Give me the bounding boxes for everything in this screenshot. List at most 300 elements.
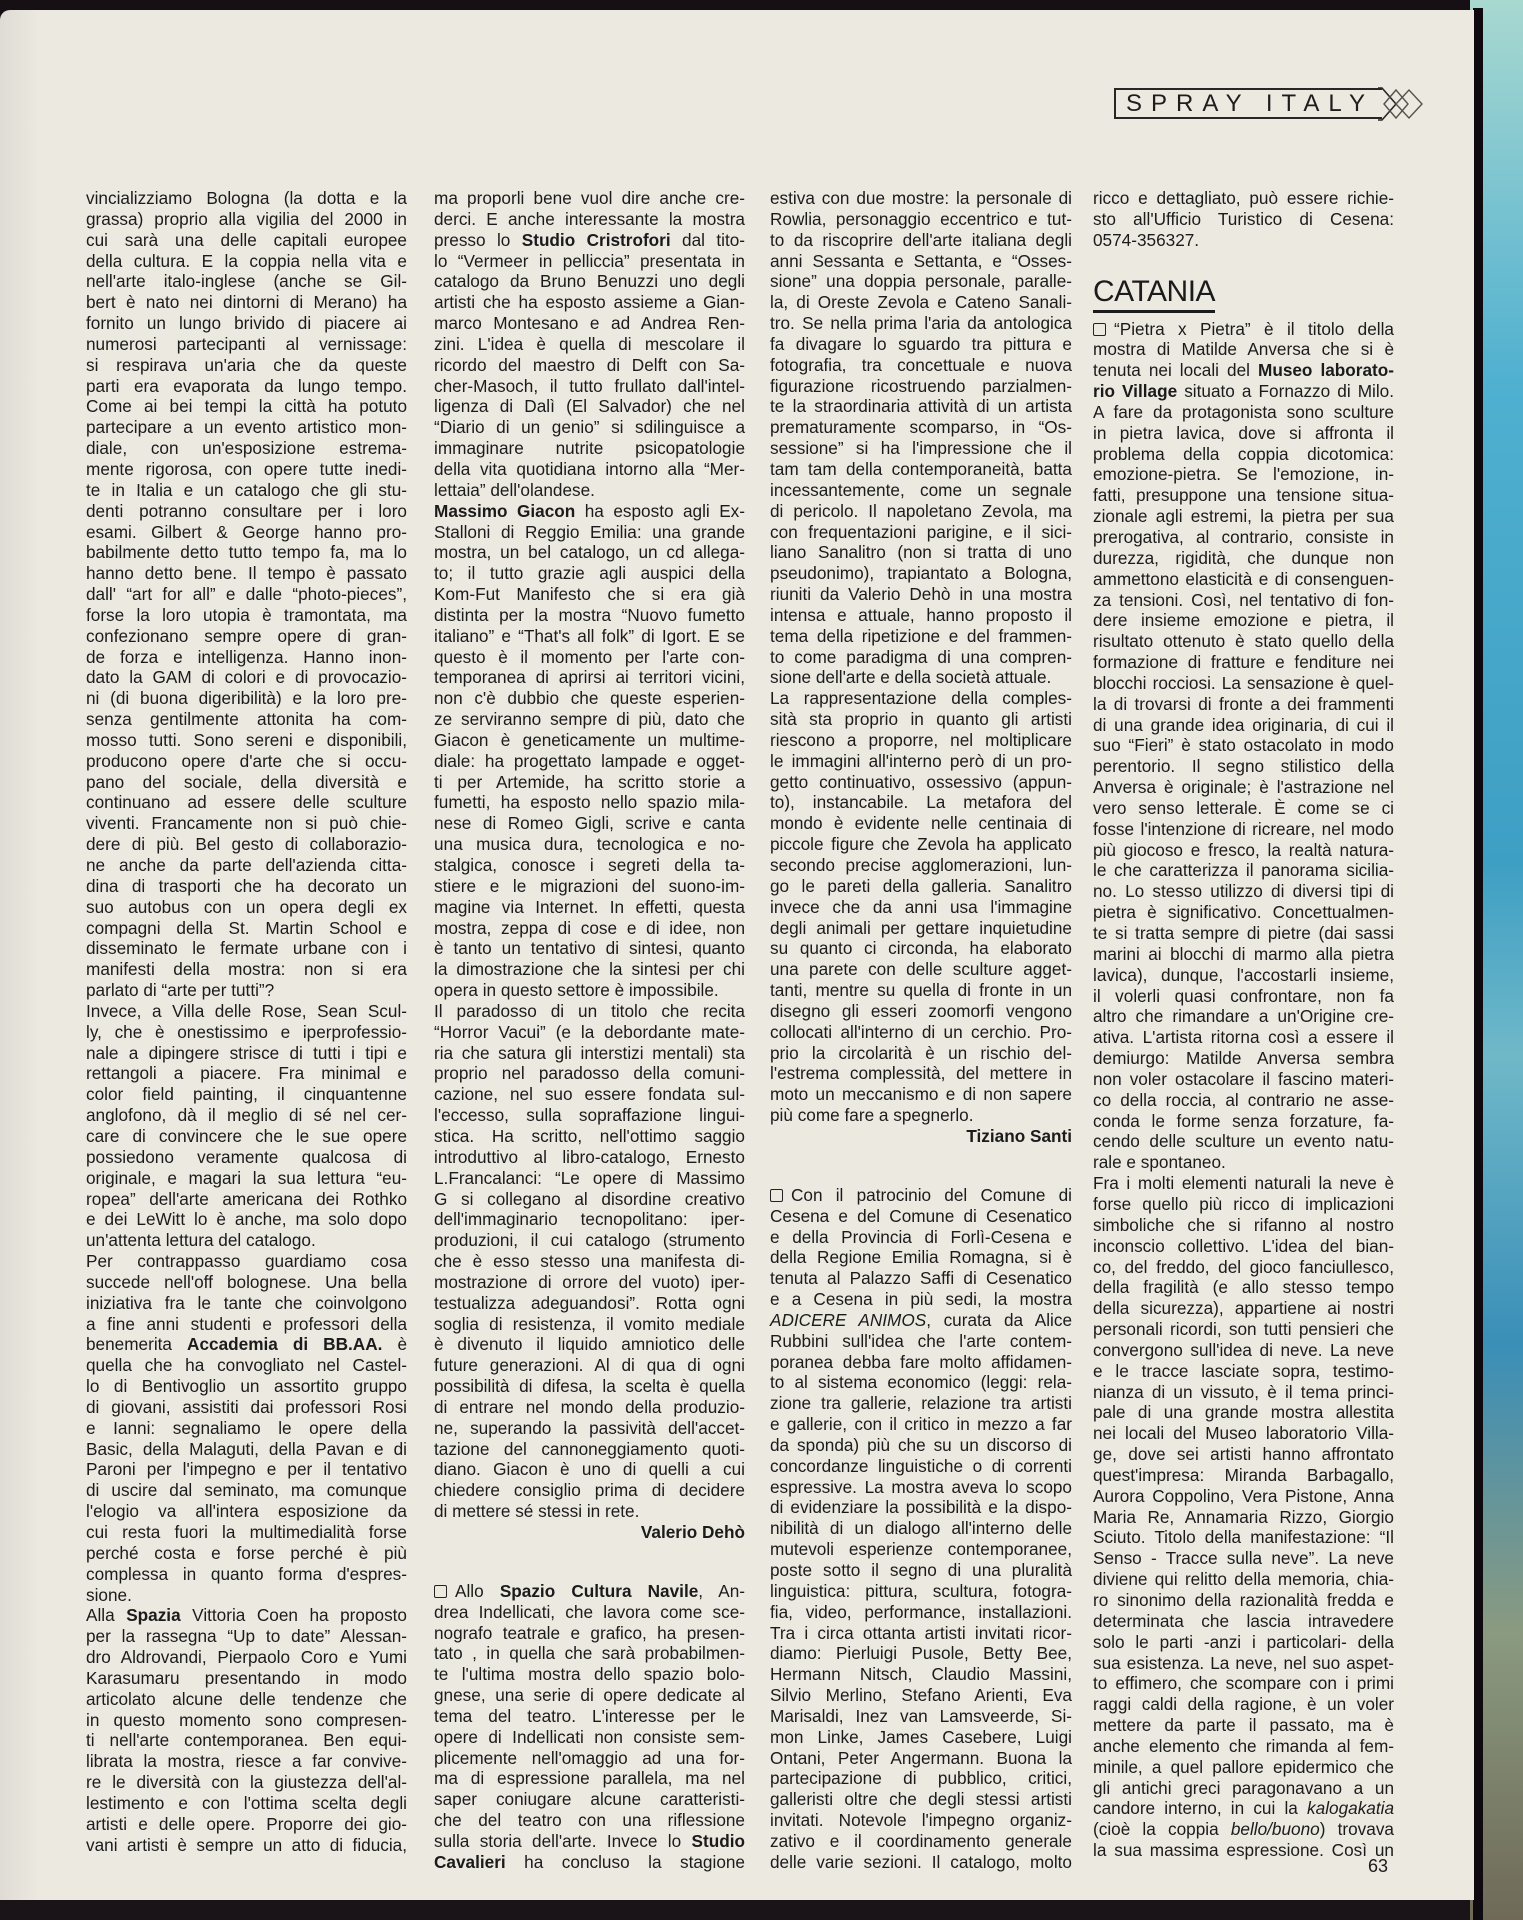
text-run: mon Linke, James Casebere, Luigi	[770, 1726, 1072, 1747]
text-run: ti per Artemide, ha scritto storie a	[434, 771, 745, 792]
text-run: demiurgo: Matilde Anversa sembra	[1093, 1048, 1394, 1069]
text-run: lo “Vermeer in pelliccia” presentata in	[434, 250, 745, 271]
text-run: che è esso stesso una manifesta di-	[434, 1251, 745, 1272]
text-run: tenuta nei locali del	[1093, 360, 1258, 381]
text-line	[1093, 1048, 1394, 1069]
text-run: compagni della St. Martin School e	[86, 917, 407, 938]
text-run: possibilità di difesa, la scelta è quella	[434, 1376, 745, 1397]
text-line	[770, 1810, 1072, 1831]
text-line	[86, 1793, 407, 1814]
text-line	[86, 1585, 407, 1606]
text-line	[770, 1602, 1072, 1623]
text-run: della vita quotidiana intorno alla “Mer-	[434, 458, 745, 479]
text-run: mente rigorosa, con opere tutte inedi-	[86, 458, 407, 479]
text-line	[86, 1376, 407, 1397]
text-run: vani artisti è sempre un atto di fiducia,	[86, 1834, 407, 1855]
text-line	[770, 251, 1072, 272]
text-line	[434, 1623, 745, 1644]
text-line	[434, 1376, 745, 1397]
text-run: poranea debba fare molto affidamen-	[770, 1351, 1072, 1372]
text-run: mutevoli esperienze contemporanee,	[770, 1539, 1072, 1560]
text-line	[770, 1852, 1072, 1873]
text-run: pseudonimo), trapiantato a Bologna,	[770, 563, 1072, 584]
article-item	[434, 1581, 745, 1873]
text-run: galleristi oltre che degli stessi artisti	[770, 1789, 1072, 1810]
text-line	[1093, 1548, 1394, 1569]
text-run: figurazione ricostruendo parzialmen-	[770, 375, 1072, 396]
text-run: con frequentazioni parigine, e il sici-	[770, 521, 1072, 542]
text-run: e dei LeWitt lo è anche, ma solo dopo	[86, 1209, 407, 1230]
text-run: chiedere consiglio prima di decidere	[434, 1480, 745, 1501]
text-run: ly, che è onestissimo e iperprofessio-	[86, 1021, 407, 1042]
text-line	[86, 251, 407, 272]
text-run: emozione-pietra. Se l'emozione, in-	[1093, 464, 1394, 485]
article-paragraph	[86, 1605, 407, 1855]
text-line	[1093, 673, 1394, 694]
text-line	[770, 1247, 1072, 1268]
text-run: diamo: Pierluigi Pusole, Betty Bee,	[770, 1643, 1072, 1664]
text-run: co della roccia, al contrario ne asse-	[1093, 1089, 1394, 1110]
text-run: to), instancabile. La metafora del	[770, 792, 1072, 813]
text-line	[86, 1022, 407, 1043]
text-run: diviene qui relitto della memoria, chia-	[1093, 1569, 1394, 1590]
text-line	[770, 834, 1072, 855]
text-line	[434, 438, 745, 459]
text-run: a fine anni studenti e professori della	[86, 1313, 407, 1334]
article-item	[770, 1185, 1072, 1873]
text-run: linguistica: pittura, scultura, fotogra-	[770, 1580, 1072, 1601]
text-line	[1093, 444, 1394, 465]
text-run: suo autobus con un opera degli ex	[86, 896, 407, 917]
text-line	[770, 563, 1072, 584]
text-line	[1093, 230, 1394, 251]
text-run: ria che satura gli interstizi mentali) sta	[434, 1042, 745, 1063]
text-run: formazione di fratture e fenditure nei	[1093, 652, 1394, 673]
text-run: lo di Bentivoglio un assortito gruppo	[86, 1376, 407, 1397]
text-line	[1093, 1152, 1394, 1173]
text-line	[434, 1147, 745, 1168]
bold-venue-name: Museo laborato-	[1258, 360, 1394, 381]
text-run: fia, video, performance, installazioni.	[770, 1601, 1072, 1622]
text-line	[86, 667, 407, 688]
text-line	[770, 605, 1072, 626]
text-line	[86, 1772, 407, 1793]
text-line	[434, 938, 745, 959]
page-edge-shadow	[1473, 8, 1483, 1920]
section-spacer	[770, 1147, 1072, 1185]
text-run: marco Montesano e ad Andrea Ren-	[434, 313, 745, 334]
text-run: quest'impresa: Miranda Barbagallo,	[1093, 1464, 1394, 1485]
text-run: temporanea di aprirsi ai territori vicini,	[434, 667, 745, 688]
text-run: L.Francalanci: “Le opere di Massimo	[434, 1167, 745, 1188]
text-run: la dimostrazione che la sintesi per chi	[434, 959, 745, 980]
text-run: ricco e dettagliato, può essere richie-	[1093, 188, 1394, 208]
text-line	[434, 230, 745, 251]
text-run: zione tra gallerie, relazione tra artisti	[770, 1393, 1072, 1414]
text-run: collocati all'interno di un cerchio. Pro-	[770, 1021, 1072, 1042]
text-line	[434, 1748, 745, 1769]
text-line	[1093, 1173, 1394, 1194]
text-run: anche elemento che rimanda al fem-	[1093, 1735, 1394, 1756]
text-line	[86, 1626, 407, 1647]
text-line	[86, 938, 407, 959]
text-line	[770, 1560, 1072, 1581]
text-run: parti era evaporata da lungo tempo.	[86, 375, 407, 396]
text-line	[1093, 1215, 1394, 1236]
text-line	[434, 355, 745, 376]
double-diamond-logo-icon	[1378, 86, 1428, 122]
text-line	[770, 1477, 1072, 1498]
text-line	[770, 1435, 1072, 1456]
text-run: le immagini all'interno però di un pro-	[770, 750, 1072, 771]
text-line	[1093, 1465, 1394, 1486]
text-line	[770, 918, 1072, 939]
text-line	[86, 1689, 407, 1710]
text-run: mostra, zeppa di cose e di idee, non	[434, 917, 745, 938]
text-line	[434, 1810, 745, 1831]
text-run: per la rassegna “Up to date” Alessan-	[86, 1626, 407, 1647]
text-run: hanno detto bene. Il tempo è passato	[86, 563, 407, 584]
text-run: Per contrappasso guardiamo cosa	[86, 1251, 407, 1272]
text-run: stica. Ha scritto, nell'ottimo saggio	[434, 1125, 745, 1146]
text-run: drea Indellicati, che lavora come sce-	[434, 1601, 745, 1622]
text-line	[86, 751, 407, 772]
text-run: Ontani, Peter Angermann. Buona la	[770, 1747, 1072, 1768]
text-line	[434, 1105, 745, 1126]
text-line	[1093, 1757, 1394, 1778]
text-run: e a Cesena in più sedi, la mostra	[770, 1289, 1072, 1310]
text-line	[1093, 339, 1394, 360]
text-line	[86, 209, 407, 230]
text-run: Rowlia, personaggio eccentrico e tut-	[770, 208, 1072, 229]
square-bullet-icon	[770, 1189, 783, 1202]
text-line	[86, 1314, 407, 1335]
text-run: da sponda) più che su un discorso di	[770, 1434, 1072, 1455]
text-line	[434, 1439, 745, 1460]
text-line	[434, 667, 745, 688]
text-run: benemerita	[86, 1334, 188, 1355]
text-run: Invece, a Villa delle Rose, Sean Scul-	[86, 1000, 407, 1021]
text-line	[434, 1727, 745, 1748]
text-line	[1093, 1736, 1394, 1757]
text-run: sulla storia dell'arte. Invece lo	[434, 1830, 692, 1851]
article-paragraph	[434, 188, 745, 501]
text-line	[434, 542, 745, 563]
text-run: no. Lo stesso utilizzo di diversi tipi di	[1093, 881, 1394, 902]
text-run: invitati. Notevole l'impegno organiz-	[770, 1810, 1072, 1831]
text-run: nell'arte italo-inglese (anche se Gil-	[86, 271, 407, 292]
text-run: , An-	[698, 1580, 745, 1601]
text-run: ma proporli bene vuol dire anche cre-	[434, 188, 745, 208]
text-line	[434, 1084, 745, 1105]
text-run: Kom-Fut Manifesto che si era già	[434, 584, 745, 605]
text-line	[770, 1001, 1072, 1022]
text-line	[770, 792, 1072, 813]
text-run: zionale agli estremi, la pietra per sua	[1093, 506, 1394, 527]
text-line	[770, 313, 1072, 334]
text-run: tema della ripetizione e del frammen-	[770, 625, 1072, 646]
text-run: to effimero, che scompare con i primi	[1093, 1673, 1394, 1694]
text-run: fornito un lungo brivido di piacere ai	[86, 313, 407, 334]
text-line	[434, 605, 745, 626]
text-line	[86, 1230, 407, 1251]
text-run: tato , in quella che sarà probabilmen-	[434, 1643, 745, 1664]
text-line	[86, 1355, 407, 1376]
text-run: disseminato le fermate urbane con i	[86, 938, 407, 959]
text-run: ropea” dell'arte americana dei Rothko	[86, 1188, 407, 1209]
text-line	[86, 1730, 407, 1751]
text-line	[86, 647, 407, 668]
text-run: il volerli quasi confrontare, non fa	[1093, 985, 1394, 1006]
text-run: e Ianni: segnaliamo le opere della	[86, 1417, 407, 1438]
text-run: problema della coppia dicotomica:	[1093, 443, 1394, 464]
text-line	[1093, 485, 1394, 506]
text-run: ne anche da parte dell'azienda citta-	[86, 855, 407, 875]
text-run: la, di Oreste Zevola e Cateno Sanali-	[770, 292, 1072, 313]
text-run: Giacon è geneticamente un multime-	[434, 729, 745, 750]
text-line	[86, 1543, 407, 1564]
text-run: di entrare nel mondo della produzio-	[434, 1396, 745, 1417]
text-run: plicemente nell'omaggio ad una for-	[434, 1747, 745, 1768]
bold-venue-name: Studio	[691, 1830, 745, 1851]
text-line	[434, 292, 745, 313]
text-line	[434, 959, 745, 980]
text-line	[434, 1459, 745, 1480]
text-line	[1093, 965, 1394, 986]
text-run: “Pietra x Pietra” è il titolo della	[1114, 318, 1394, 339]
text-run: tro. Se nella prima l'aria da antologica	[770, 313, 1072, 334]
text-line	[1093, 1819, 1394, 1840]
text-run: marini ai blocchi di marmo alla pietra	[1093, 943, 1394, 964]
text-line	[434, 1355, 745, 1376]
text-run: invece che da anni usa l'immagine	[770, 896, 1072, 917]
text-run: Cesena e del Comune di Cesenatico	[770, 1205, 1072, 1226]
text-run: e le tracce lasciate sopra, testimo-	[1093, 1360, 1394, 1381]
text-line	[434, 1063, 745, 1084]
text-line	[770, 355, 1072, 376]
author-signature: Valerio Dehò	[640, 1522, 745, 1542]
text-run: cendo delle sculture un evento natu-	[1093, 1131, 1394, 1152]
text-line	[1093, 1111, 1394, 1132]
text-run: Sciuto. Titolo della manifestazione: “Il	[1093, 1527, 1394, 1548]
text-line	[770, 1727, 1072, 1748]
text-run: raggi caldi della ragione, è un voler	[1093, 1694, 1394, 1715]
text-line	[770, 772, 1072, 793]
text-line	[1093, 1507, 1394, 1528]
bold-venue-name: Massimo Giacon	[434, 500, 576, 521]
text-line	[434, 1001, 745, 1022]
text-line	[1093, 1653, 1394, 1674]
text-run: di mettere sé stessi in rete.	[434, 1501, 640, 1522]
text-line	[434, 501, 745, 522]
text-run: testualizza adeguandosi”. Rotta ogni	[434, 1292, 745, 1313]
text-line	[86, 876, 407, 897]
text-run: Basic, della Malaguti, della Pavan e di	[86, 1438, 407, 1459]
text-line	[86, 772, 407, 793]
text-run: Senso - Tracce sulla neve”. La neve	[1093, 1548, 1394, 1569]
text-run: lestimento e con l'ottima scelta degli	[86, 1792, 407, 1813]
text-run: stalgica, conosce i segreti della ta-	[434, 855, 745, 875]
text-line	[1093, 1632, 1394, 1653]
text-line	[1093, 1444, 1394, 1465]
text-line	[86, 334, 407, 355]
text-run: un'attenta lettura del catalogo.	[86, 1230, 316, 1251]
text-line	[1093, 506, 1394, 527]
text-line	[434, 1685, 745, 1706]
text-line	[86, 1063, 407, 1084]
text-run: artisti e delle opere. Proporre dei gio-	[86, 1813, 407, 1834]
text-run: denti potranno consultare per i loro	[86, 500, 407, 521]
text-run: fa divagare lo sguardo tra pittura e	[770, 333, 1072, 354]
text-line	[770, 480, 1072, 501]
text-line	[1093, 1131, 1394, 1152]
text-run: introduttivo al libro-catalogo, Ernesto	[434, 1146, 745, 1167]
text-run: determinata che lascia intravedere	[1093, 1610, 1394, 1631]
text-line	[434, 1126, 745, 1147]
text-run: le che caratterizza il panorama sicilia-	[1093, 860, 1394, 881]
text-line	[1093, 1798, 1394, 1819]
text-run: saper coniugare alcune caratteristi-	[434, 1789, 745, 1810]
text-run: conda le forme senza forzature, fa-	[1093, 1110, 1394, 1131]
text-line	[770, 376, 1072, 397]
text-run: candore interno, in cui la	[1093, 1798, 1308, 1819]
text-line	[1093, 1006, 1394, 1027]
text-run: ne, superando la passività dell'accet-	[434, 1417, 745, 1438]
text-run: e gallerie, con il critico in mezzo a far	[770, 1414, 1072, 1435]
text-line	[1093, 1590, 1394, 1611]
text-run: pietra è significativo. Concettualmen-	[1093, 902, 1394, 923]
text-line	[86, 1835, 407, 1856]
text-line	[86, 730, 407, 751]
text-run: viventi. Francamente non si può chie-	[86, 813, 407, 834]
text-run: zativo e il coordinamento generale	[770, 1830, 1072, 1851]
text-line	[86, 292, 407, 313]
text-run: succede nell'off bolognese. Una bella	[86, 1271, 407, 1292]
text-run: te si tratta sempre di pietre (dai sassi	[1093, 923, 1394, 943]
text-line	[770, 897, 1072, 918]
text-run: moto un meccanismo e di non sapere	[770, 1084, 1072, 1105]
text-line	[1093, 319, 1394, 340]
text-run: Paroni per l'impegno e per il tentativo	[86, 1459, 407, 1480]
text-line	[1093, 923, 1394, 944]
text-line	[770, 1706, 1072, 1727]
text-run: distinta per la mostra “Nuovo fumetto	[434, 604, 745, 625]
bold-venue-name: Accademia di BB.AA.	[187, 1334, 383, 1355]
text-line	[1093, 1319, 1394, 1340]
text-run: magine via Internet. In effetti, questa	[434, 896, 745, 917]
text-run: altro che rimandare a un'Origine cre-	[1093, 1006, 1394, 1027]
text-run: sione” una doppia personale, paralle-	[770, 271, 1072, 292]
text-run: nografo teatrale e grafico, ha presen-	[434, 1622, 745, 1643]
italic-term: kalogakatia	[1307, 1798, 1394, 1819]
text-run: minile, a quel pallore epidermico che	[1093, 1756, 1394, 1777]
text-run: non voler ostacolare il fascino materi-	[1093, 1068, 1394, 1089]
text-line	[770, 1664, 1072, 1685]
text-run: catalogo da Bruno Benuzzi uno degli	[434, 271, 745, 292]
text-line	[86, 605, 407, 626]
text-line	[1093, 1236, 1394, 1257]
text-run: fosse l'intenzione di ricreare, nel modo	[1093, 818, 1394, 839]
text-run: blocchi rocciosi. La sensazione è quel-	[1093, 672, 1394, 693]
text-run: nese di Romeo Gigli, scrive e canta	[434, 813, 745, 834]
text-run: l'estrema complessità, del mettere in	[770, 1063, 1072, 1084]
text-line	[434, 855, 745, 876]
text-line	[770, 522, 1072, 543]
text-run: gli antichi greci paragonavano a un	[1093, 1777, 1394, 1798]
text-run: una musica dura, tecnologica e no-	[434, 834, 745, 855]
text-run: cazione, nel suo essere fondata sul-	[434, 1084, 745, 1105]
text-line	[434, 480, 745, 501]
text-line	[434, 626, 745, 647]
text-run: G si collegano al disordine creativo	[434, 1188, 745, 1209]
text-run: vero senso letterale. È come se ci	[1093, 797, 1394, 818]
text-run: ammettono elasticità e di consenguen-	[1093, 568, 1394, 589]
text-line	[86, 1126, 407, 1147]
title-spacer	[1093, 251, 1394, 261]
text-run: italiano” e “That's all folk” di Igort. E se	[434, 625, 745, 646]
text-line	[770, 1539, 1072, 1560]
text-line	[434, 563, 745, 584]
text-run: possiedono veramente qualcosa di	[86, 1146, 407, 1167]
text-line	[434, 918, 745, 939]
text-run: di evidenziare la possibilità e la dispo-	[770, 1497, 1072, 1518]
text-line	[86, 1272, 407, 1293]
text-run: cui sarà una delle capitali europee	[86, 229, 407, 250]
text-line	[1093, 1527, 1394, 1548]
text-run: Con il patrocinio del Comune di	[791, 1184, 1072, 1205]
text-line	[86, 1418, 407, 1439]
text-run: della Regione Emilia Romagna, si è	[770, 1247, 1072, 1268]
text-run: presso lo	[434, 229, 522, 250]
text-run: soglia di resistenza, il vomito mediale	[434, 1313, 745, 1334]
text-line	[1093, 1277, 1394, 1298]
text-run: dato la GAM di colori e di provocazio-	[86, 667, 407, 688]
text-line	[434, 522, 745, 543]
article-paragraph	[770, 688, 1072, 1126]
text-line	[86, 1168, 407, 1189]
text-line	[434, 1789, 745, 1810]
text-line	[86, 480, 407, 501]
text-line	[1093, 986, 1394, 1007]
text-run: sua esistenza. La neve, nel suo aspet-	[1093, 1652, 1394, 1673]
text-line	[86, 959, 407, 980]
text-column-3	[770, 188, 1072, 1873]
text-run: , curata da Alice	[926, 1309, 1072, 1330]
text-line	[434, 584, 745, 605]
text-line	[1093, 381, 1394, 402]
text-run: perentorio. Il segno stilistico della	[1093, 756, 1394, 777]
article-item	[1093, 319, 1394, 1174]
text-line	[1093, 715, 1394, 736]
text-line	[1093, 881, 1394, 902]
text-run: sto all'Ufficio Turistico di Cesena:	[1093, 208, 1394, 229]
text-run: anglofono, dà il meglio di sé nel cer-	[86, 1105, 407, 1126]
text-line	[770, 1043, 1072, 1064]
text-line	[434, 1314, 745, 1335]
text-line	[434, 209, 745, 230]
text-line	[86, 542, 407, 563]
text-line	[770, 459, 1072, 480]
text-run: l'eccesso, sulla sopraffazione lingui-	[434, 1105, 745, 1126]
text-line	[1093, 1298, 1394, 1319]
text-line	[86, 1501, 407, 1522]
text-line	[434, 1293, 745, 1314]
text-line	[434, 1768, 745, 1789]
text-run: color field painting, il cinquantenne	[86, 1084, 407, 1105]
text-run: parlato di “arte per tutti”?	[86, 980, 275, 1001]
text-line	[434, 1418, 745, 1439]
text-line	[86, 396, 407, 417]
